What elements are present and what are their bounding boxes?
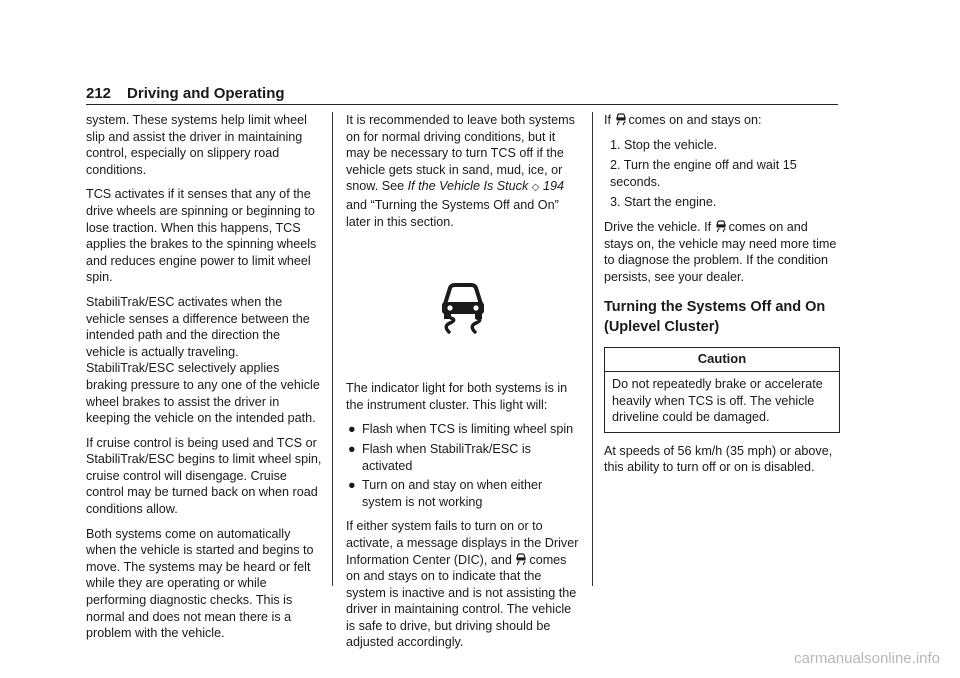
watermark: carmanualsonline.info [794,650,940,667]
paragraph: system. These systems help limit wheel slip and assist the driver in maintaining control, especially on slippery road conditions. [86,113,307,177]
bullet-icon: ● [348,478,356,493]
page-ref-arrow-icon: ◇ [531,182,540,194]
paragraph: At speeds of 56 km/h (35 mph) or above, this ability to turn off or on is disabled. [604,443,833,475]
list-item-text: Turn on and stay on when either system is not working [362,478,543,509]
bullet-icon: ● [348,422,356,437]
steps-list [604,137,840,211]
text: If [604,113,615,127]
paragraph [604,219,840,285]
text: It is recommended to leave both systems on for normal driving conditions, but it may be necessary to turn TCS off if the vehicle gets stuck in sand, mud, ice, or snow. See [346,113,575,194]
page-number: 212 [86,85,112,102]
column-left [86,112,322,650]
text: Drive the vehicle. If [604,219,715,234]
paragraph: The indicator light for both systems is in the instrument cluster. This light will: [346,381,568,412]
text: comes on and stays on: [628,113,762,127]
cross-reference-title[interactable]: If the Vehicle Is Stuck [407,179,529,194]
paragraph [346,112,580,230]
caution-title: Caution [605,348,839,372]
list-item [346,477,580,510]
paragraph [604,112,840,129]
list-item: 3. Start the engine. [610,195,717,210]
caution-box [604,347,840,432]
column-middle [346,112,580,659]
indicator-list [346,421,580,510]
list-item [346,421,580,438]
list-item: 2. Turn the engine off and wait 15 seconds. [610,158,797,189]
column-divider [592,112,593,586]
paragraph [346,518,580,651]
list-item-text: Flash when StabiliTrak/ESC is activated [362,441,531,473]
paragraph: TCS activates if it senses that any of the drive wheels are spinning or beginning to lose traction. When this happens, TCS applies the brakes to the spinning wheels and reduces engine power to limit wheel spin. [86,187,317,285]
text: comes on and stays on to indicate that the system is inactive and is not assisting the driver in maintaining control. The vehicle is safe to drive, but driving should be adjusted accordingly. [346,552,577,650]
text: comes on and stays on, the vehicle may need more time to diagnose the problem. If the condition persists, see your dealer. [604,219,837,284]
text: and “Turning the Systems Off and On” later in this section. [346,197,559,229]
traction-control-icon [715,219,727,233]
column-right [604,112,840,484]
list-item: 1. Stop the vehicle. [610,137,718,152]
bullet-icon: ● [348,441,356,456]
traction-control-icon [615,112,627,126]
text: If either system fails to turn on or to activate, a message displays in the Driver Information Center (DIC), and [346,519,579,567]
traction-control-icon [515,552,527,566]
subsection-heading: Turning the Systems Off and On (Uplevel Cluster) [604,299,826,336]
paragraph: If cruise control is being used and TCS or StabiliTrak/ESC begins to limit wheel spin, cruise control will disengage. Cruise control may be turned back on when road conditions allow. [86,435,322,517]
caution-body: Do not repeatedly brake or accelerate heavily when TCS is off. The vehicle driveline could be damaged. [612,376,823,425]
paragraph: StabiliTrak/ESC activates when the vehicle senses a difference between the intended path and the direction the vehicle is actually traveling. StabiliTrak/ESC selectively applies braking pressure to any one of the vehicle wheel brakes to assist the driver in keeping the vehicle on the intended path. [86,294,320,426]
list-item-text: Flash when TCS is limiting wheel spin [362,422,574,437]
traction-control-icon [433,274,493,334]
paragraph: Both systems come on automatically when the vehicle is started and begins to move. The systems may be heard or felt while they are operating or while performing diagnostic checks. This is normal and does not mean there is a problem with the vehicle. [86,526,314,641]
section-title: Driving and Operating [127,85,285,102]
list-item [346,441,580,474]
column-divider [332,112,333,586]
cross-reference-page[interactable]: 194 [542,179,564,194]
page-header [86,84,838,105]
